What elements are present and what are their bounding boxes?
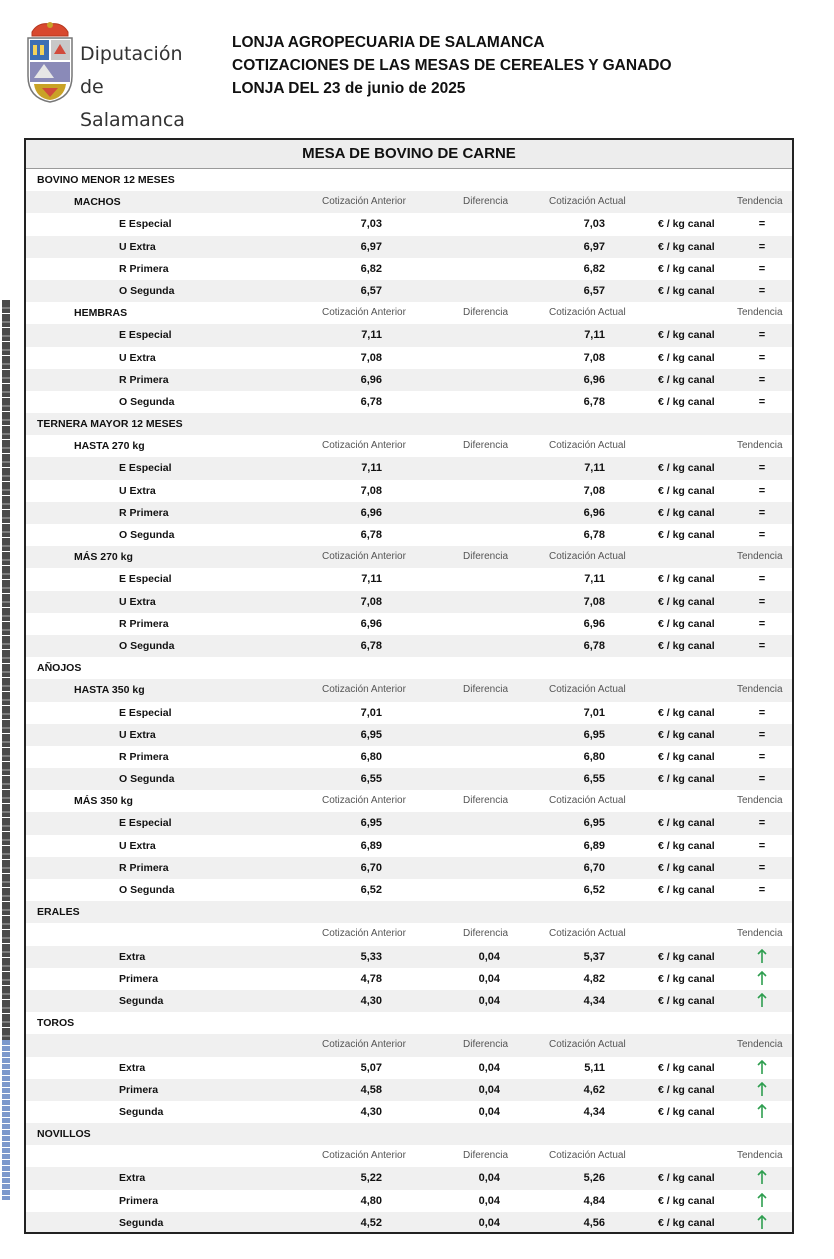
- grade-label: U Extra: [119, 839, 156, 852]
- trend-equal-icon: =: [758, 728, 766, 741]
- col-header-anterior: Cotización Anterior: [322, 928, 406, 940]
- document-header: [232, 31, 672, 100]
- trend-equal-icon: =: [758, 373, 766, 386]
- trend-equal-icon: =: [758, 462, 766, 475]
- section-row: [26, 901, 792, 923]
- grade-label: Extra: [119, 1061, 146, 1074]
- grade-label: Segunda: [119, 994, 164, 1007]
- cell-anterior: 6,70: [360, 861, 382, 874]
- cell-unit: € / kg canal: [658, 506, 715, 519]
- table-row: [26, 613, 792, 635]
- cell-anterior: 6,57: [360, 284, 382, 297]
- cell-anterior: 7,11: [361, 329, 382, 342]
- col-header-tendencia: Tendencia: [737, 795, 783, 807]
- cell-actual: 6,70: [583, 861, 605, 874]
- col-header-tendencia: Tendencia: [737, 928, 783, 940]
- col-header-actual: Cotización Actual: [549, 440, 626, 452]
- cell-actual: 7,11: [584, 329, 605, 342]
- cell-anterior: 4,30: [360, 994, 382, 1007]
- trend-equal-icon: =: [758, 617, 766, 630]
- cell-unit: € / kg canal: [658, 1083, 715, 1096]
- side-text-dark: [2, 300, 10, 1040]
- cell-actual: 7,03: [583, 218, 605, 231]
- col-header-tendencia: Tendencia: [737, 440, 783, 452]
- col-header-diferencia: Diferencia: [463, 1150, 509, 1162]
- table-row: [26, 236, 792, 258]
- col-header-actual: Cotización Actual: [549, 795, 626, 807]
- table-row: [26, 369, 792, 391]
- col-header-tendencia: Tendencia: [737, 307, 783, 319]
- table-row: [26, 990, 792, 1012]
- cell-unit: € / kg canal: [658, 329, 715, 342]
- section-row: [26, 1123, 792, 1145]
- group-header-row: [26, 302, 792, 324]
- cell-actual: 6,89: [583, 839, 605, 852]
- cell-anterior: 4,58: [360, 1083, 382, 1096]
- group-header-row: [26, 790, 792, 812]
- cell-actual: 6,80: [583, 750, 605, 763]
- trend-equal-icon: =: [758, 351, 766, 364]
- cell-actual: 5,11: [584, 1061, 605, 1074]
- grade-label: E Especial: [119, 817, 172, 830]
- cell-anterior: 6,96: [360, 617, 382, 630]
- cell-anterior: 7,01: [360, 706, 382, 719]
- cell-unit: € / kg canal: [658, 573, 715, 586]
- table-row: [26, 568, 792, 590]
- table-row: [26, 347, 792, 369]
- cell-anterior: 6,55: [360, 773, 382, 786]
- grade-label: U Extra: [119, 728, 156, 741]
- cell-anterior: 7,03: [360, 218, 382, 231]
- cell-anterior: 7,08: [360, 595, 382, 608]
- trend-equal-icon: =: [758, 284, 766, 297]
- col-header-actual: Cotización Actual: [549, 1039, 626, 1051]
- cell-actual: 6,55: [583, 773, 605, 786]
- cell-anterior: 4,80: [360, 1194, 382, 1207]
- trend-equal-icon: =: [758, 240, 766, 253]
- coat-of-arms-icon: [24, 18, 76, 104]
- logo-line-2: de Salamanca: [80, 76, 185, 131]
- cell-unit: € / kg canal: [658, 1216, 715, 1229]
- cell-actual: 6,52: [583, 884, 605, 896]
- trend-up-arrow-icon: [757, 1212, 767, 1230]
- col-header-diferencia: Diferencia: [463, 928, 509, 940]
- grade-label: O Segunda: [119, 529, 175, 541]
- table-row: [26, 457, 792, 479]
- cell-anterior: 5,33: [360, 950, 382, 963]
- table-row: [26, 524, 792, 546]
- section-label: TOROS: [37, 1017, 75, 1030]
- header-line-3: LONJA DEL 23 de junio de 2025: [232, 80, 466, 97]
- cell-unit: € / kg canal: [658, 750, 715, 763]
- cell-actual: 6,96: [583, 617, 605, 630]
- group-header-row: [26, 679, 792, 701]
- cell-unit: € / kg canal: [658, 950, 715, 963]
- cell-diferencia: 0,04: [478, 1083, 500, 1096]
- trend-equal-icon: =: [758, 773, 766, 786]
- cell-anterior: 6,80: [360, 750, 382, 763]
- grade-label: U Extra: [119, 595, 156, 608]
- grade-label: E Especial: [119, 329, 172, 342]
- diputacion-logo: [22, 18, 212, 131]
- cell-actual: 6,78: [583, 529, 605, 541]
- cell-actual: 6,95: [583, 817, 605, 830]
- table-row: [26, 946, 792, 968]
- cell-anterior: 7,11: [361, 573, 382, 586]
- cell-actual: 6,96: [583, 506, 605, 519]
- side-text-link: [2, 1040, 10, 1200]
- col-header-diferencia: Diferencia: [463, 795, 509, 807]
- trend-equal-icon: =: [758, 573, 766, 586]
- grade-label: E Especial: [119, 573, 172, 586]
- section-row: [26, 1012, 792, 1034]
- cell-actual: 7,08: [583, 595, 605, 608]
- cell-unit: € / kg canal: [658, 373, 715, 386]
- col-header-diferencia: Diferencia: [463, 307, 509, 319]
- col-header-diferencia: Diferencia: [463, 440, 509, 452]
- grade-label: Extra: [119, 950, 146, 963]
- cell-unit: € / kg canal: [658, 861, 715, 874]
- section-row: [26, 657, 792, 679]
- cell-diferencia: 0,04: [478, 1216, 500, 1229]
- cell-actual: 7,08: [583, 484, 605, 497]
- cell-unit: € / kg canal: [658, 817, 715, 830]
- cell-diferencia: 0,04: [478, 950, 500, 963]
- trend-up-arrow-icon: [757, 1190, 767, 1208]
- trend-equal-icon: =: [758, 861, 766, 874]
- cell-diferencia: 0,04: [478, 1061, 500, 1074]
- trend-up-arrow-icon: [757, 1057, 767, 1075]
- table-row: [26, 258, 792, 280]
- trend-equal-icon: =: [758, 484, 766, 497]
- cell-unit: € / kg canal: [658, 218, 715, 231]
- col-header-actual: Cotización Actual: [549, 196, 626, 208]
- table-row: [26, 280, 792, 302]
- table-row: [26, 768, 792, 790]
- cell-actual: 7,11: [584, 462, 605, 475]
- section-label: AÑOJOS: [37, 662, 82, 675]
- section-label: BOVINO MENOR 12 MESES: [37, 174, 175, 186]
- table-row: [26, 812, 792, 834]
- cell-unit: € / kg canal: [658, 1172, 715, 1185]
- table-row: [26, 702, 792, 724]
- cell-diferencia: 0,04: [478, 1172, 500, 1185]
- grade-label: R Primera: [119, 373, 169, 386]
- col-header-tendencia: Tendencia: [737, 196, 783, 208]
- trend-equal-icon: =: [758, 329, 766, 342]
- col-header-anterior: Cotización Anterior: [322, 440, 406, 452]
- cell-anterior: 6,95: [360, 728, 382, 741]
- vertical-side-text: [0, 300, 12, 1200]
- grade-label: R Primera: [119, 861, 169, 874]
- table-row: [26, 502, 792, 524]
- table-row: [26, 879, 792, 901]
- grade-label: Segunda: [119, 1216, 164, 1229]
- cell-unit: € / kg canal: [658, 1105, 715, 1118]
- cell-unit: € / kg canal: [658, 462, 715, 475]
- col-header-diferencia: Diferencia: [463, 684, 509, 696]
- grade-label: O Segunda: [119, 884, 175, 896]
- cell-unit: € / kg canal: [658, 1194, 715, 1207]
- cell-unit: € / kg canal: [658, 484, 715, 497]
- cell-unit: € / kg canal: [658, 595, 715, 608]
- group-header-row: [26, 191, 792, 213]
- table-row: [26, 1212, 792, 1234]
- cell-anterior: 4,52: [360, 1216, 382, 1229]
- cell-unit: € / kg canal: [658, 1061, 715, 1074]
- grade-label: U Extra: [119, 484, 156, 497]
- quotation-table: [24, 138, 794, 1234]
- table-row: [26, 324, 792, 346]
- cell-unit: € / kg canal: [658, 972, 715, 985]
- col-header-tendencia: Tendencia: [737, 1039, 783, 1051]
- cell-unit: € / kg canal: [658, 773, 715, 786]
- cell-diferencia: 0,04: [478, 1105, 500, 1118]
- grade-label: U Extra: [119, 351, 156, 364]
- cell-anterior: 6,82: [360, 262, 382, 275]
- table-row: [26, 968, 792, 990]
- cell-anterior: 6,97: [360, 240, 382, 253]
- grade-label: Primera: [119, 1194, 159, 1207]
- group-header-row: [26, 1034, 792, 1056]
- trend-up-arrow-icon: [757, 1101, 767, 1119]
- grade-label: R Primera: [119, 617, 169, 630]
- cell-anterior: 6,96: [360, 506, 382, 519]
- grade-label: E Especial: [119, 218, 172, 231]
- grade-label: R Primera: [119, 750, 169, 763]
- grade-label: O Segunda: [119, 773, 175, 786]
- trend-up-arrow-icon: [757, 990, 767, 1008]
- trend-equal-icon: =: [758, 639, 766, 652]
- cell-unit: € / kg canal: [658, 884, 715, 896]
- cell-actual: 5,37: [583, 950, 605, 963]
- grade-label: U Extra: [119, 240, 156, 253]
- cell-anterior: 6,78: [360, 395, 382, 408]
- trend-up-arrow-icon: [757, 968, 767, 986]
- col-header-actual: Cotización Actual: [549, 928, 626, 940]
- cell-actual: 6,78: [583, 395, 605, 408]
- table-row: [26, 1190, 792, 1212]
- col-header-diferencia: Diferencia: [463, 1039, 509, 1051]
- trend-up-arrow-icon: [757, 1167, 767, 1185]
- table-body: [26, 169, 792, 1234]
- group-label: HEMBRAS: [74, 307, 128, 320]
- trend-equal-icon: =: [758, 750, 766, 763]
- cell-anterior: 5,22: [360, 1172, 382, 1185]
- cell-unit: € / kg canal: [658, 351, 715, 364]
- col-header-anterior: Cotización Anterior: [322, 795, 406, 807]
- trend-equal-icon: =: [758, 706, 766, 719]
- group-header-row: [26, 435, 792, 457]
- cell-anterior: 7,08: [360, 351, 382, 364]
- cell-actual: 6,97: [583, 240, 605, 253]
- cell-anterior: 6,89: [360, 839, 382, 852]
- cell-diferencia: 0,04: [478, 1194, 500, 1207]
- col-header-diferencia: Diferencia: [463, 551, 509, 563]
- cell-actual: 6,82: [583, 262, 605, 275]
- trend-equal-icon: =: [758, 595, 766, 608]
- cell-actual: 6,95: [583, 728, 605, 741]
- col-header-diferencia: Diferencia: [463, 196, 509, 208]
- table-row: [26, 1057, 792, 1079]
- col-header-actual: Cotización Actual: [549, 684, 626, 696]
- trend-up-arrow-icon: [757, 1079, 767, 1097]
- grade-label: R Primera: [119, 262, 169, 275]
- table-row: [26, 724, 792, 746]
- col-header-tendencia: Tendencia: [737, 1150, 783, 1162]
- cell-anterior: 6,78: [360, 639, 382, 652]
- trend-equal-icon: =: [758, 529, 766, 541]
- cell-anterior: 5,07: [360, 1061, 382, 1074]
- col-header-anterior: Cotización Anterior: [322, 1039, 406, 1051]
- cell-anterior: 6,95: [360, 817, 382, 830]
- group-header-row: [26, 546, 792, 568]
- header-line-1: LONJA AGROPECUARIA DE SALAMANCA: [232, 34, 545, 51]
- section-row: [26, 413, 792, 435]
- table-row: [26, 835, 792, 857]
- table-row: [26, 391, 792, 413]
- cell-anterior: 4,78: [360, 972, 382, 985]
- cell-actual: 4,62: [583, 1083, 605, 1096]
- col-header-anterior: Cotización Anterior: [322, 1150, 406, 1162]
- section-label: NOVILLOS: [37, 1128, 91, 1141]
- cell-anterior: 6,52: [360, 884, 382, 896]
- table-row: [26, 857, 792, 879]
- table-title: MESA DE BOVINO DE CARNE: [26, 140, 792, 169]
- cell-unit: € / kg canal: [658, 839, 715, 852]
- col-header-anterior: Cotización Anterior: [322, 307, 406, 319]
- cell-unit: € / kg canal: [658, 529, 715, 541]
- cell-unit: € / kg canal: [658, 284, 715, 297]
- cell-actual: 7,11: [584, 573, 605, 586]
- cell-actual: 7,08: [583, 351, 605, 364]
- cell-anterior: 6,96: [360, 373, 382, 386]
- grade-label: E Especial: [119, 462, 172, 475]
- col-header-tendencia: Tendencia: [737, 684, 783, 696]
- cell-unit: € / kg canal: [658, 639, 715, 652]
- trend-equal-icon: =: [758, 262, 766, 275]
- cell-actual: 4,56: [583, 1216, 605, 1229]
- cell-diferencia: 0,04: [478, 994, 500, 1007]
- table-row: [26, 480, 792, 502]
- cell-unit: € / kg canal: [658, 262, 715, 275]
- cell-unit: € / kg canal: [658, 395, 715, 408]
- cell-anterior: 7,11: [361, 462, 382, 475]
- cell-unit: € / kg canal: [658, 994, 715, 1007]
- col-header-actual: Cotización Actual: [549, 307, 626, 319]
- col-header-anterior: Cotización Anterior: [322, 196, 406, 208]
- cell-actual: 6,96: [583, 373, 605, 386]
- grade-label: Primera: [119, 1083, 159, 1096]
- cell-anterior: 6,78: [360, 529, 382, 541]
- trend-up-arrow-icon: [757, 946, 767, 964]
- cell-actual: 4,34: [583, 1105, 605, 1118]
- cell-unit: € / kg canal: [658, 617, 715, 630]
- table-row: [26, 635, 792, 657]
- grade-label: R Primera: [119, 506, 169, 519]
- cell-unit: € / kg canal: [658, 706, 715, 719]
- section-label: TERNERA MAYOR 12 MESES: [37, 418, 183, 431]
- cell-actual: 6,57: [583, 284, 605, 297]
- grade-label: O Segunda: [119, 395, 175, 408]
- group-label: MÁS 350 kg: [74, 795, 133, 808]
- grade-label: Primera: [119, 972, 159, 985]
- col-header-anterior: Cotización Anterior: [322, 684, 406, 696]
- trend-equal-icon: =: [758, 839, 766, 852]
- grade-label: Extra: [119, 1172, 146, 1185]
- trend-equal-icon: =: [758, 506, 766, 519]
- col-header-anterior: Cotización Anterior: [322, 551, 406, 563]
- group-label: HASTA 270 kg: [74, 440, 145, 453]
- table-row: [26, 1079, 792, 1101]
- cell-anterior: 7,08: [360, 484, 382, 497]
- col-header-actual: Cotización Actual: [549, 551, 626, 563]
- cell-diferencia: 0,04: [478, 972, 500, 985]
- section-row: [26, 169, 792, 191]
- cell-actual: 4,34: [583, 994, 605, 1007]
- header-line-2: COTIZACIONES DE LAS MESAS DE CEREALES Y GANADO: [232, 57, 672, 74]
- cell-unit: € / kg canal: [658, 240, 715, 253]
- cell-unit: € / kg canal: [658, 728, 715, 741]
- group-label: MÁS 270 kg: [74, 551, 133, 564]
- col-header-actual: Cotización Actual: [549, 1150, 626, 1162]
- trend-equal-icon: =: [758, 218, 766, 231]
- grade-label: O Segunda: [119, 284, 175, 297]
- trend-equal-icon: =: [758, 817, 766, 830]
- group-header-row: [26, 923, 792, 945]
- group-header-row: [26, 1145, 792, 1167]
- table-row: [26, 213, 792, 235]
- trend-equal-icon: =: [758, 884, 766, 896]
- col-header-tendencia: Tendencia: [737, 551, 783, 563]
- cell-actual: 5,26: [583, 1172, 605, 1185]
- cell-anterior: 4,30: [360, 1105, 382, 1118]
- cell-actual: 7,01: [583, 706, 605, 719]
- section-label: ERALES: [37, 906, 80, 919]
- group-label: HASTA 350 kg: [74, 684, 145, 697]
- table-row: [26, 1167, 792, 1189]
- trend-equal-icon: =: [758, 395, 766, 408]
- cell-actual: 4,84: [583, 1194, 605, 1207]
- table-row: [26, 1101, 792, 1123]
- logo-line-1: Diputación: [80, 43, 183, 65]
- cell-actual: 4,82: [583, 972, 605, 985]
- table-row: [26, 746, 792, 768]
- cell-actual: 6,78: [583, 639, 605, 652]
- table-row: [26, 591, 792, 613]
- grade-label: Segunda: [119, 1105, 164, 1118]
- group-label: MACHOS: [74, 196, 121, 209]
- grade-label: O Segunda: [119, 639, 175, 652]
- grade-label: E Especial: [119, 706, 172, 719]
